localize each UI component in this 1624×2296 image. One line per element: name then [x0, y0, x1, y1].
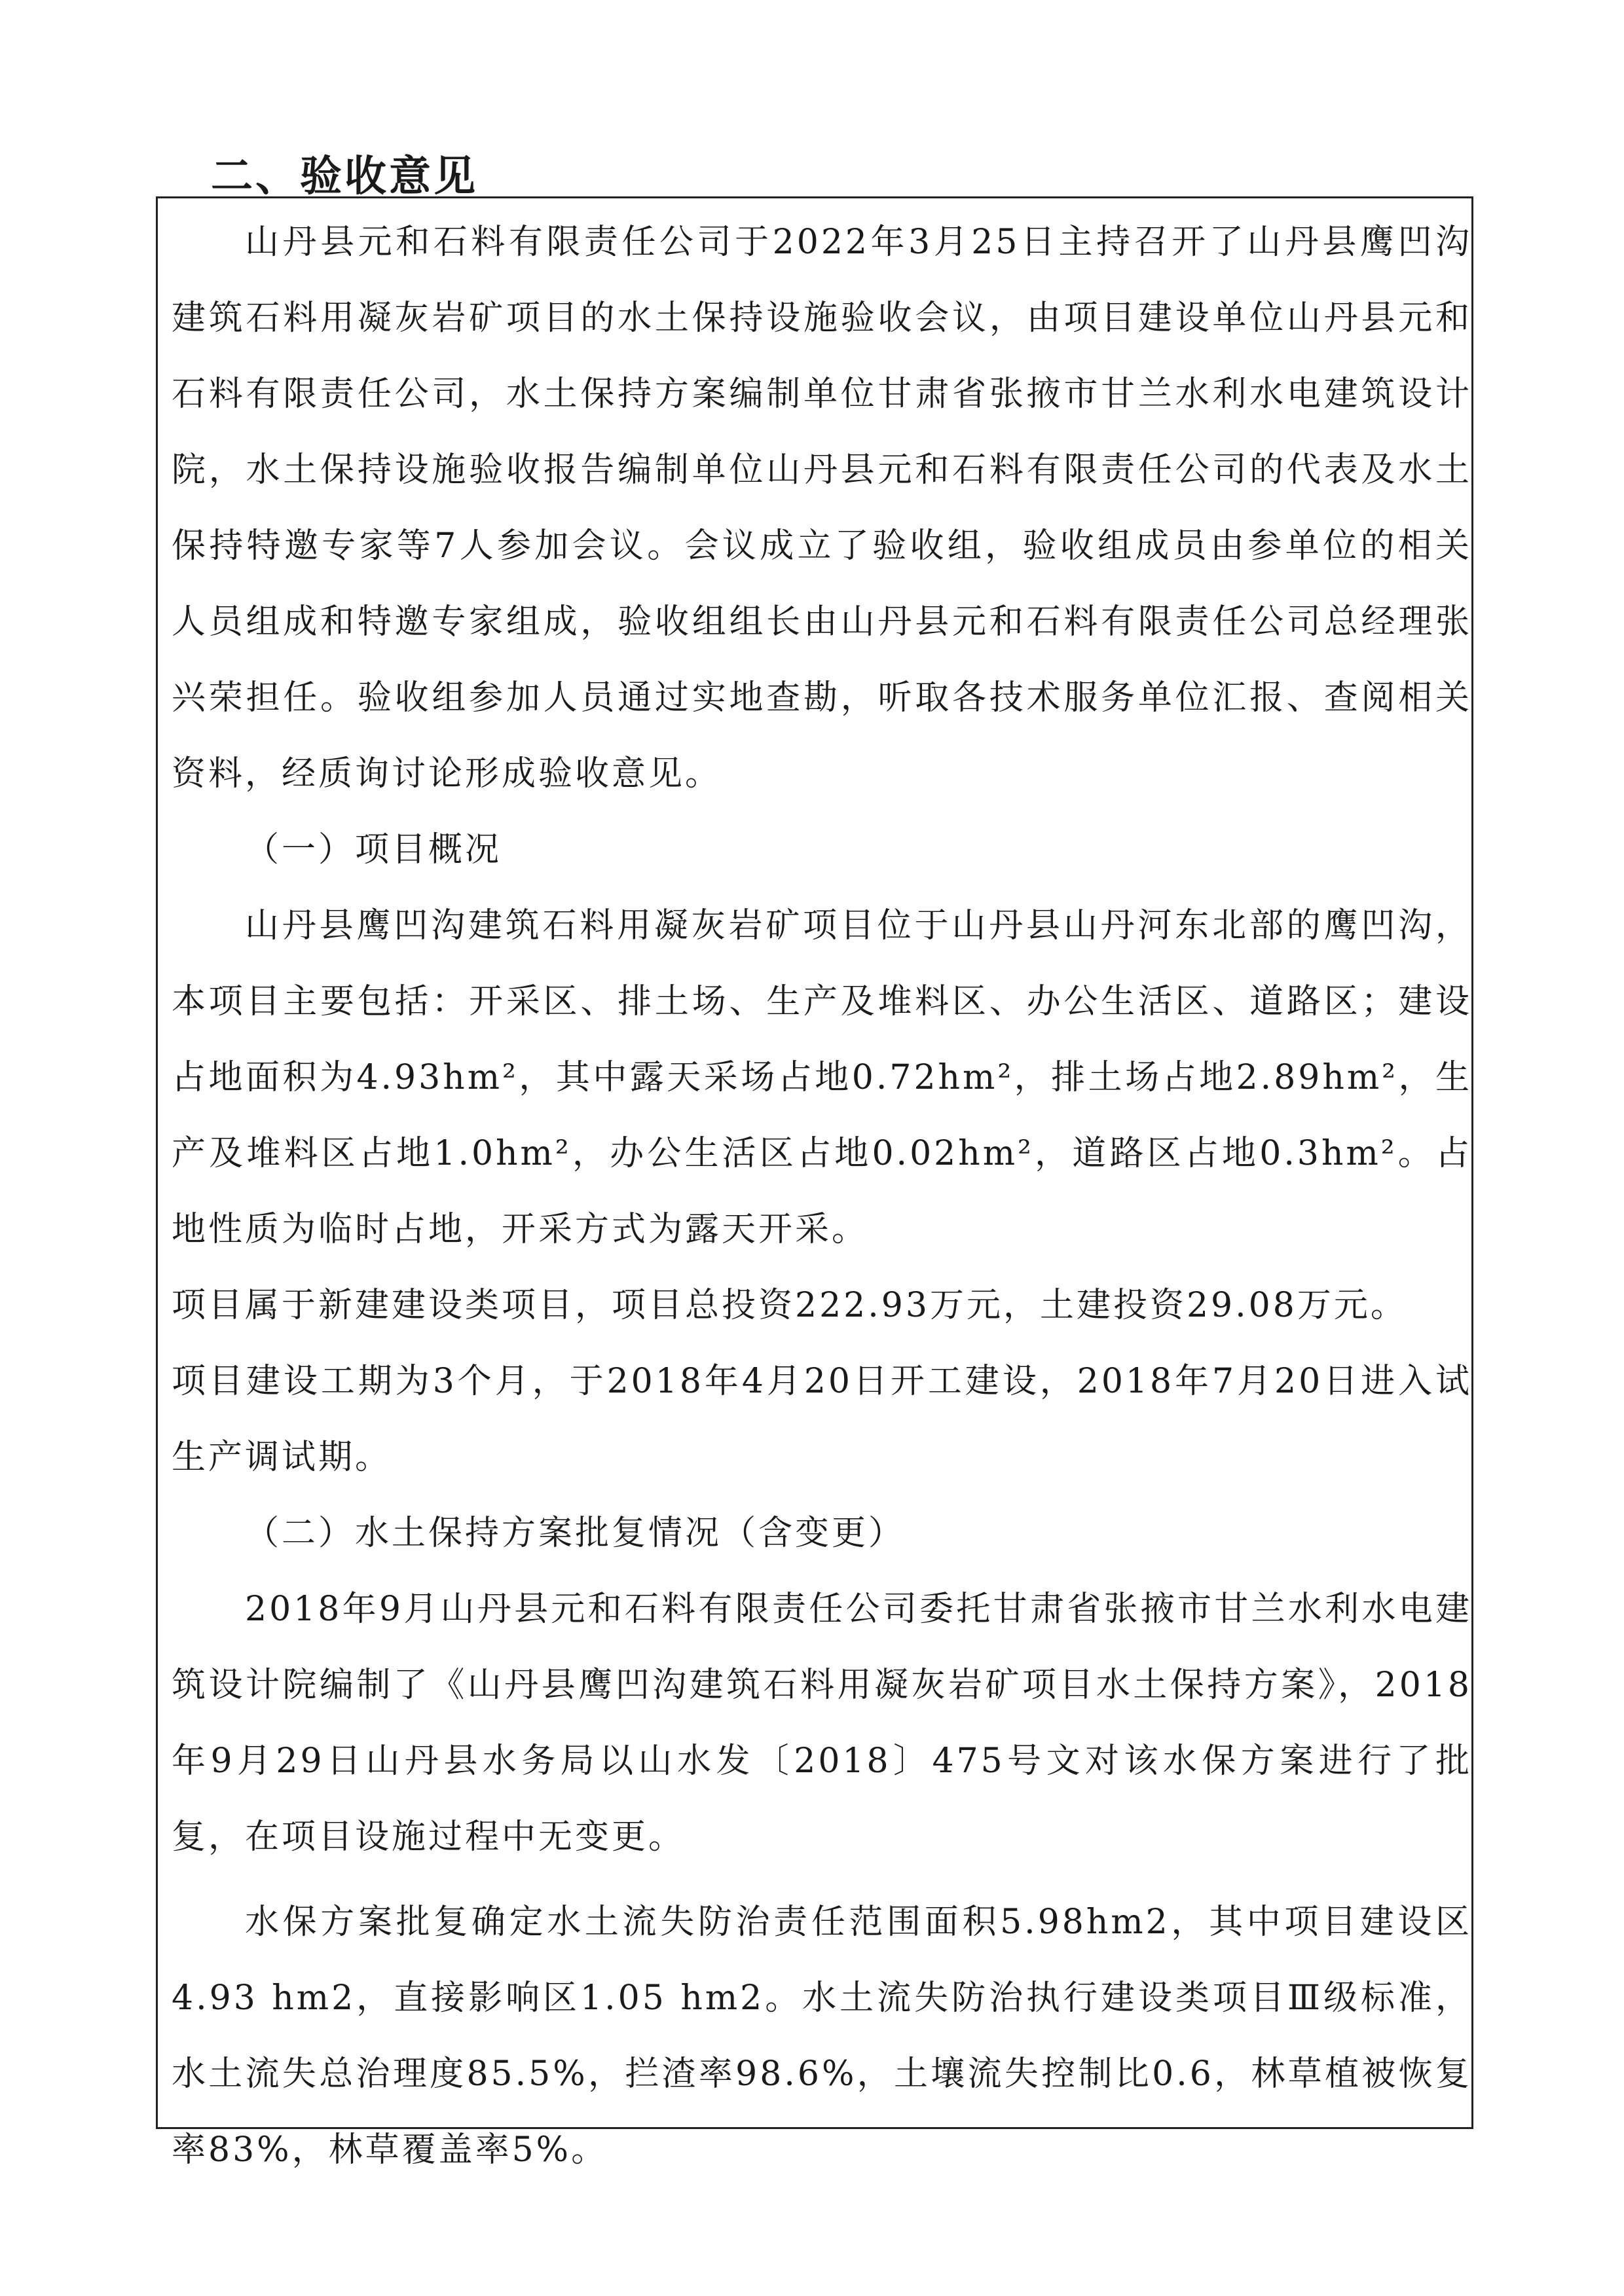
paragraph-overview: 山丹县鹰凹沟建筑石料用凝灰岩矿项目位于山丹县山丹河东北部的鹰凹沟，本项目主要包括：开采区、排土场、生产及堆料区、办公生活区、道路区；建设占地面积为4.93hm²，其中露天采场占地0.72hm²，排土场占地2.89hm²，生产及堆料区占地1.0hm²，办公生活区占地0.02hm²，道路区占地0.3hm²。占地性质为临时占地，开采方式为露天开采。 — [172, 906, 1472, 1249]
opinion-content — [172, 204, 1472, 2188]
section-title: 二、验收意见 — [211, 153, 478, 201]
paragraph-standards: 水保方案批复确定水土流失防治责任范围面积5.98hm2，其中项目建设区4.93 hm2，直接影响区1.05 hm2。水土流失防治执行建设类项目Ⅲ级标准，水土流失总治理度85.5%，拦渣率98.6%，土壤流失控制比0.6，林草植被恢复率83%，林草覆盖率5%。 — [172, 1903, 1472, 2170]
heading-plan-approval: （二）水土保持方案批复情况（含变更） — [245, 1514, 906, 1553]
heading-project-overview: （一）项目概况 — [245, 830, 502, 869]
paragraph-investment: 项目属于新建建设类项目，项目总投资222.93万元，土建投资29.08万元。 — [172, 1286, 1407, 1325]
paragraph-approval: 2018年9月山丹县元和石料有限责任公司委托甘肃省张掖市甘兰水利水电建筑设计院编制了《山丹县鹰凹沟建筑石料用凝灰岩矿项目水土保持方案》，2018年9月29日山丹县水务局以山水发〔2018〕475号文对该水保方案进行了批复，在项目设施过程中无变更。 — [172, 1590, 1472, 1857]
paragraph-schedule: 项目建设工期为3个月，于2018年4月20日开工建设，2018年7月20日进入试生产调试期。 — [172, 1362, 1472, 1477]
paragraph-intro: 山丹县元和石料有限责任公司于2022年3月25日主持召开了山丹县鹰凹沟建筑石料用凝灰岩矿项目的水土保持设施验收会议，由项目建设单位山丹县元和石料有限责任公司，水土保持方案编制单位甘肃省张掖市甘兰水利水电建筑设计院，水土保持设施验收报告编制单位山丹县元和石料有限责任公司的代表及水土保持特邀专家等7人参加会议。会议成立了验收组，验收组成员由参单位的相关人员组成和特邀专家组成，验收组组长由山丹县元和石料有限责任公司总经理张兴荣担任。验收组参加人员通过实地查勘，听取各技术服务单位汇报、查阅相关资料，经质询讨论形成验收意见。 — [172, 223, 1472, 793]
